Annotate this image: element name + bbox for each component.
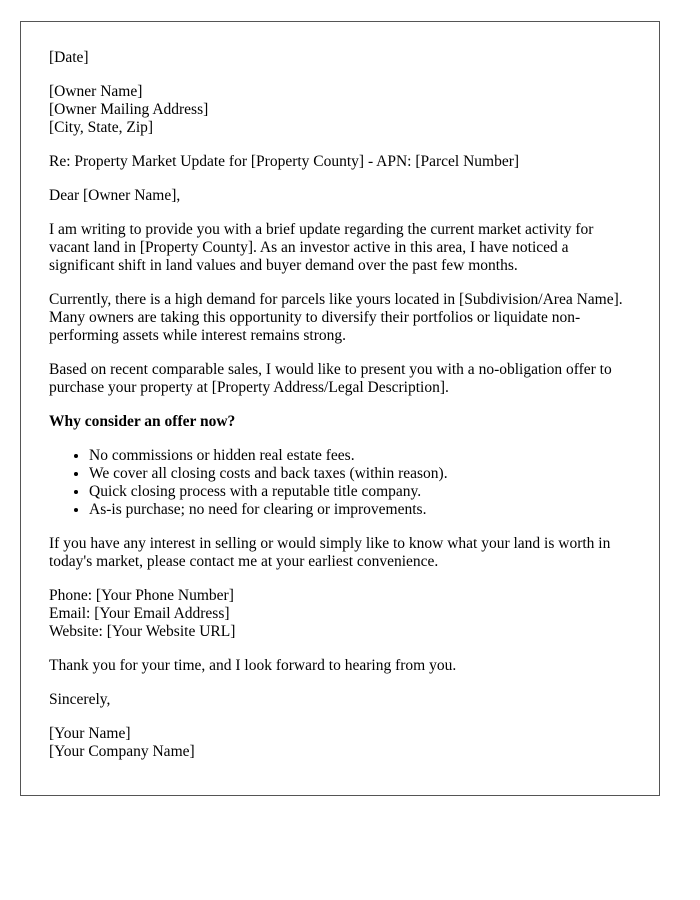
signoff-line: Sincerely, <box>49 691 111 708</box>
letter-salutation: Dear [Owner Name], <box>49 187 181 204</box>
benefit-item: • Quick closing process with a reputable title company. <box>89 483 631 501</box>
body-paragraph-contact-request: If you have any interest in selling or would simply like to know what your land is worth in today's market, please contact me at your earliest convenience. <box>49 535 611 570</box>
contact-email: Email: [Your Email Address] <box>49 605 230 622</box>
recipient-address-block <box>49 83 631 137</box>
letter-page <box>20 21 660 796</box>
benefit-item: • No commissions or hidden real estate fees. <box>89 447 631 465</box>
body-paragraph-intro: I am writing to provide you with a brief update regarding the current market activity for vacant land in [Property County]. As an investor active in this area, I have noticed a significant shift in land values and buyer demand over the past few months. <box>49 221 594 274</box>
benefits-heading: Why consider an offer now? <box>49 413 236 430</box>
recipient-name: [Owner Name] <box>49 83 143 100</box>
benefit-item: • We cover all closing costs and back taxes (within reason). <box>89 465 631 483</box>
benefit-item: • As-is purchase; no need for clearing or improvements. <box>89 501 631 519</box>
contact-phone: Phone: [Your Phone Number] <box>49 587 234 604</box>
letter-subject: Re: Property Market Update for [Property County] - APN: [Parcel Number] <box>49 153 520 170</box>
letter-date: [Date] <box>49 49 89 66</box>
contact-block <box>49 587 631 641</box>
sender-company: [Your Company Name] <box>49 743 195 760</box>
body-paragraph-offer: Based on recent comparable sales, I would like to present you with a no-obligation offer to purchase your property at [Property Address/Legal Description]. <box>49 361 612 396</box>
body-paragraph-demand: Currently, there is a high demand for parcels like yours located in [Subdivision/Area Name]. Many owners are taking this opportunity to diversify their portfolios or liquidate non-performing assets while interest remains strong. <box>49 291 623 344</box>
recipient-mailing-address: [Owner Mailing Address] <box>49 101 209 118</box>
benefits-list <box>49 447 631 519</box>
sender-name: [Your Name] <box>49 725 131 742</box>
thanks-line: Thank you for your time, and I look forward to hearing from you. <box>49 657 457 674</box>
recipient-city-state-zip: [City, State, Zip] <box>49 119 154 136</box>
contact-website: Website: [Your Website URL] <box>49 623 236 640</box>
sender-block <box>49 725 631 761</box>
